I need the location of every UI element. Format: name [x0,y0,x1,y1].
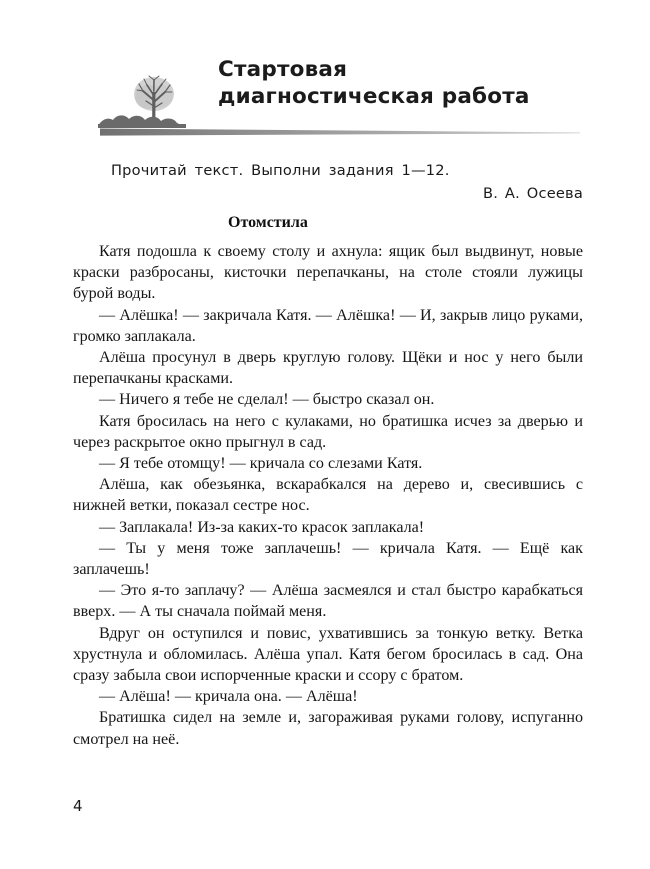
task-instruction: Прочитай текст. Выполни задания 1—12. [111,162,450,179]
story-paragraph: Вдруг он оступился и повис, ухватившись за тонкую ветку. Ветка хрустнула и обломилась. Алёша упал. Катя бегом бросилась в сад. Она сразу забыла свои испорченные краски и ссору с братом. [73,624,583,685]
story-paragraph: Катя бросилась на него с кулаками, но братишка исчез за дверью и через раскрытое окно прыгнул в сад. [73,412,583,451]
page-title-line-1: Стартовая [218,57,348,82]
header-divider [100,126,580,138]
story-body [73,241,583,750]
story-paragraph: — Заплакала! Из-за каких-то красок заплакала! [99,518,425,536]
story-paragraph: Алёша, как обезьянка, вскарабкался на дерево и, свесившись с нижней ветки, показал сестре нос. [73,476,583,515]
page-header [0,56,650,136]
story-paragraph: — Я тебе отомщу! — кричала со слезами Катя. [99,455,423,473]
story-title: Отомстила [228,214,308,231]
story-paragraph: — Ничего я тебе не сделал! — быстро сказал он. [99,391,435,409]
story-paragraph: — Алёшка! — закричала Катя. — Алёшка! — И, закрыв лицо руками, громко заплакала. [73,306,583,345]
story-paragraph: — Ты у меня тоже заплачешь! — кричала Катя. — Ещё как заплачешь! [73,539,583,579]
page-title [218,56,618,110]
story-paragraph: Алёша просунул в дверь круглую голову. Щёки и нос у него были перепачканы красками. [73,349,583,388]
story-paragraph: — Это я-то заплачу? — Алёша засмеялся и стал быстро карабкаться вверх. — А ты сначала поймай меня. [73,582,583,621]
story-paragraph: — Алёша! — кричала она. — Алёша! [99,688,358,706]
page-content [73,160,583,750]
page-title-line-2: диагностическая работа [218,84,530,109]
story-paragraph: Катя подошла к своему столу и ахнула: ящик был выдвинут, новые краски разбросаны, кисточки перепачканы, на столе стояли лужицы бурой воды. [73,243,583,303]
author-name: В. А. Осеева [483,185,583,202]
bare-tree-landscape-illustration [98,70,210,132]
story-paragraph: Братишка сидел на земле и, загораживая руками голову, испуганно смотрел на неё. [73,709,583,748]
page-number: 4 [73,797,83,815]
